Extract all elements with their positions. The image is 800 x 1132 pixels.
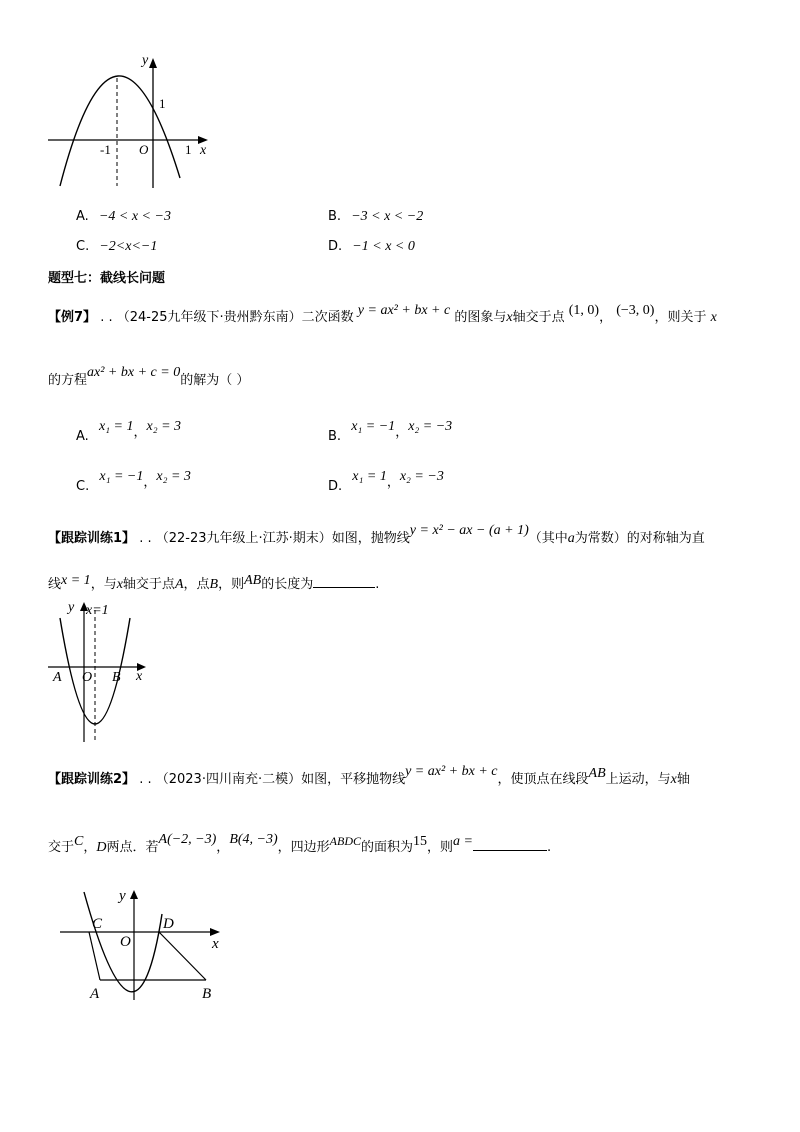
option-x1: x₁ = −1 (351, 419, 396, 434)
option-letter: A. (76, 209, 89, 224)
text: ， (83, 840, 97, 855)
a-eq: a = (453, 834, 473, 849)
sep: ， (143, 475, 157, 490)
function-expr: y = ax² + bx + c (405, 764, 498, 779)
sep: ， (216, 840, 230, 855)
point-a: A (174, 577, 184, 592)
option-x1: x₁ = 1 (352, 469, 387, 484)
text: ，与 (90, 577, 117, 592)
text: 上运动，与 (605, 772, 671, 787)
q6-option-c[interactable] (76, 238, 157, 256)
answer-blank[interactable] (473, 836, 547, 851)
point-b: B (209, 577, 219, 592)
text: 轴交于点 (122, 577, 175, 592)
text: 线 (48, 577, 62, 592)
var-a: a (567, 531, 575, 546)
point-b-coords: B(4, −3) (229, 832, 278, 847)
training-1-stem-line2 (48, 573, 379, 594)
example-7-option-c[interactable] (76, 468, 191, 494)
point-2: (−3, 0) (616, 303, 655, 318)
graph1-tick-neg1: -1 (100, 142, 111, 157)
text: ，使顶点在线段 (497, 772, 589, 787)
option-letter: A. (76, 429, 89, 444)
parabola-graph-2 (44, 596, 164, 744)
graph3-point-a: A (90, 986, 100, 1002)
dots: . . (139, 531, 152, 546)
option-expr: −4 < x < −3 (98, 209, 171, 224)
training-tag: 【跟踪训练1】 (48, 531, 136, 546)
graph3-x-label: x (212, 936, 219, 952)
answer-blank[interactable] (313, 573, 375, 588)
graph3-y-label: y (119, 888, 126, 904)
example-7-option-b[interactable] (328, 418, 453, 444)
text: ，四边形 (277, 840, 330, 855)
text: . (546, 840, 552, 855)
graph3-point-c: C (92, 916, 103, 932)
q6-option-b[interactable] (328, 208, 423, 226)
graph1-x-label: x (200, 143, 207, 158)
point-a-coords: A(−2, −3) (158, 832, 217, 847)
text: ，则 (427, 840, 454, 855)
graph1-y-label: y (142, 53, 149, 68)
text: ，则关于 (654, 310, 707, 325)
graph1-tick-1: 1 (185, 142, 192, 157)
option-x2: x₂ = −3 (408, 419, 453, 434)
option-x1: x₁ = 1 (98, 419, 134, 434)
text: 轴 (676, 772, 690, 787)
text: ，点 (183, 577, 210, 592)
dots: . . (139, 772, 152, 787)
parabola-graph-1 (40, 48, 220, 198)
option-letter: B. (328, 209, 342, 224)
graph2-point-a: A (53, 670, 62, 685)
point-c: C (74, 834, 84, 849)
text: 两点．若 (106, 840, 159, 855)
option-letter: C. (76, 239, 90, 254)
example-7-stem-line2 (48, 365, 250, 390)
point-1: (1, 0) (568, 303, 600, 318)
training-2-stem-line2 (48, 832, 552, 857)
text: 交于 (48, 840, 75, 855)
area-value: 15 (413, 834, 428, 849)
option-x2: x₂ = 3 (146, 419, 182, 434)
graph2-axis-label: x=1 (86, 603, 109, 618)
sep: ， (395, 425, 409, 440)
text: ，则 (218, 577, 245, 592)
q6-option-a[interactable] (76, 208, 171, 226)
source: （24-25九年级下·贵州黔东南）二次函数 (116, 310, 354, 325)
text: 的解为（ ） (180, 373, 250, 388)
text: . (375, 577, 380, 592)
q6-option-d[interactable] (328, 238, 415, 256)
text: 的长度为 (261, 577, 314, 592)
point-d: D (96, 840, 107, 855)
source: （2023·四川南充·二模）如图，平移抛物线 (155, 772, 406, 787)
option-letter: D. (328, 239, 343, 254)
var-x: x (116, 577, 123, 592)
option-letter: C. (76, 479, 90, 494)
source: （22-23九年级上·江苏·期末）如图，抛物线 (155, 531, 410, 546)
function-expr: y = x² − ax − (a + 1) (409, 523, 529, 538)
var-x: x (670, 772, 677, 787)
option-expr: −3 < x < −2 (351, 209, 424, 224)
option-letter: D. (328, 479, 343, 494)
text: 的图象与 (454, 310, 507, 325)
section-title: 题型七：截线长问题 (48, 271, 166, 286)
segment-ab: AB (588, 766, 606, 781)
equation: ax² + bx + c = 0 (87, 365, 181, 380)
axis-eq: x = 1 (61, 573, 91, 588)
option-expr: −1 < x < 0 (352, 239, 415, 254)
training-tag: 【跟踪训练2】 (48, 772, 136, 787)
sep: ， (386, 475, 400, 490)
text: 轴交于点 (512, 310, 565, 325)
graph2-x-label: x (136, 669, 143, 684)
example-7-option-a[interactable] (76, 418, 182, 444)
option-expr: −2<x<−1 (99, 239, 158, 254)
graph1-origin: O (139, 142, 149, 157)
dots: . . (100, 310, 113, 325)
training-2-stem-line1 (48, 764, 690, 789)
sep: ， (133, 425, 147, 440)
option-x1: x₁ = −1 (99, 469, 144, 484)
sep: ， (599, 310, 613, 325)
graph1-y-tick-1: 1 (159, 96, 166, 111)
text: （其中 (528, 531, 568, 546)
graph2-point-b: B (112, 670, 121, 685)
option-x2: x₂ = −3 (399, 469, 444, 484)
graph2-origin: O (82, 670, 93, 685)
function-expr: y = ax² + bx + c (357, 303, 451, 318)
graph2-y-label: y (68, 600, 75, 615)
option-letter: B. (328, 429, 342, 444)
graph3-point-d: D (163, 916, 174, 932)
quadrilateral: ABDC (329, 834, 361, 848)
var-x: x (710, 310, 717, 325)
option-x2: x₂ = 3 (156, 469, 191, 484)
training-1-stem-line1 (48, 523, 705, 548)
var-x: x (506, 310, 513, 325)
graph3-origin: O (120, 934, 131, 950)
text: 的面积为 (361, 840, 414, 855)
text: 的方程 (48, 373, 88, 388)
segment-ab: AB (244, 573, 262, 588)
graph3-point-b: B (202, 986, 212, 1002)
text: 为常数）的对称轴为直 (574, 531, 705, 546)
example-7-stem-line1 (48, 303, 717, 327)
example-tag: 【例7】 (48, 310, 97, 325)
example-7-option-d[interactable] (328, 468, 444, 494)
quadrilateral-graph-3 (56, 882, 236, 1006)
